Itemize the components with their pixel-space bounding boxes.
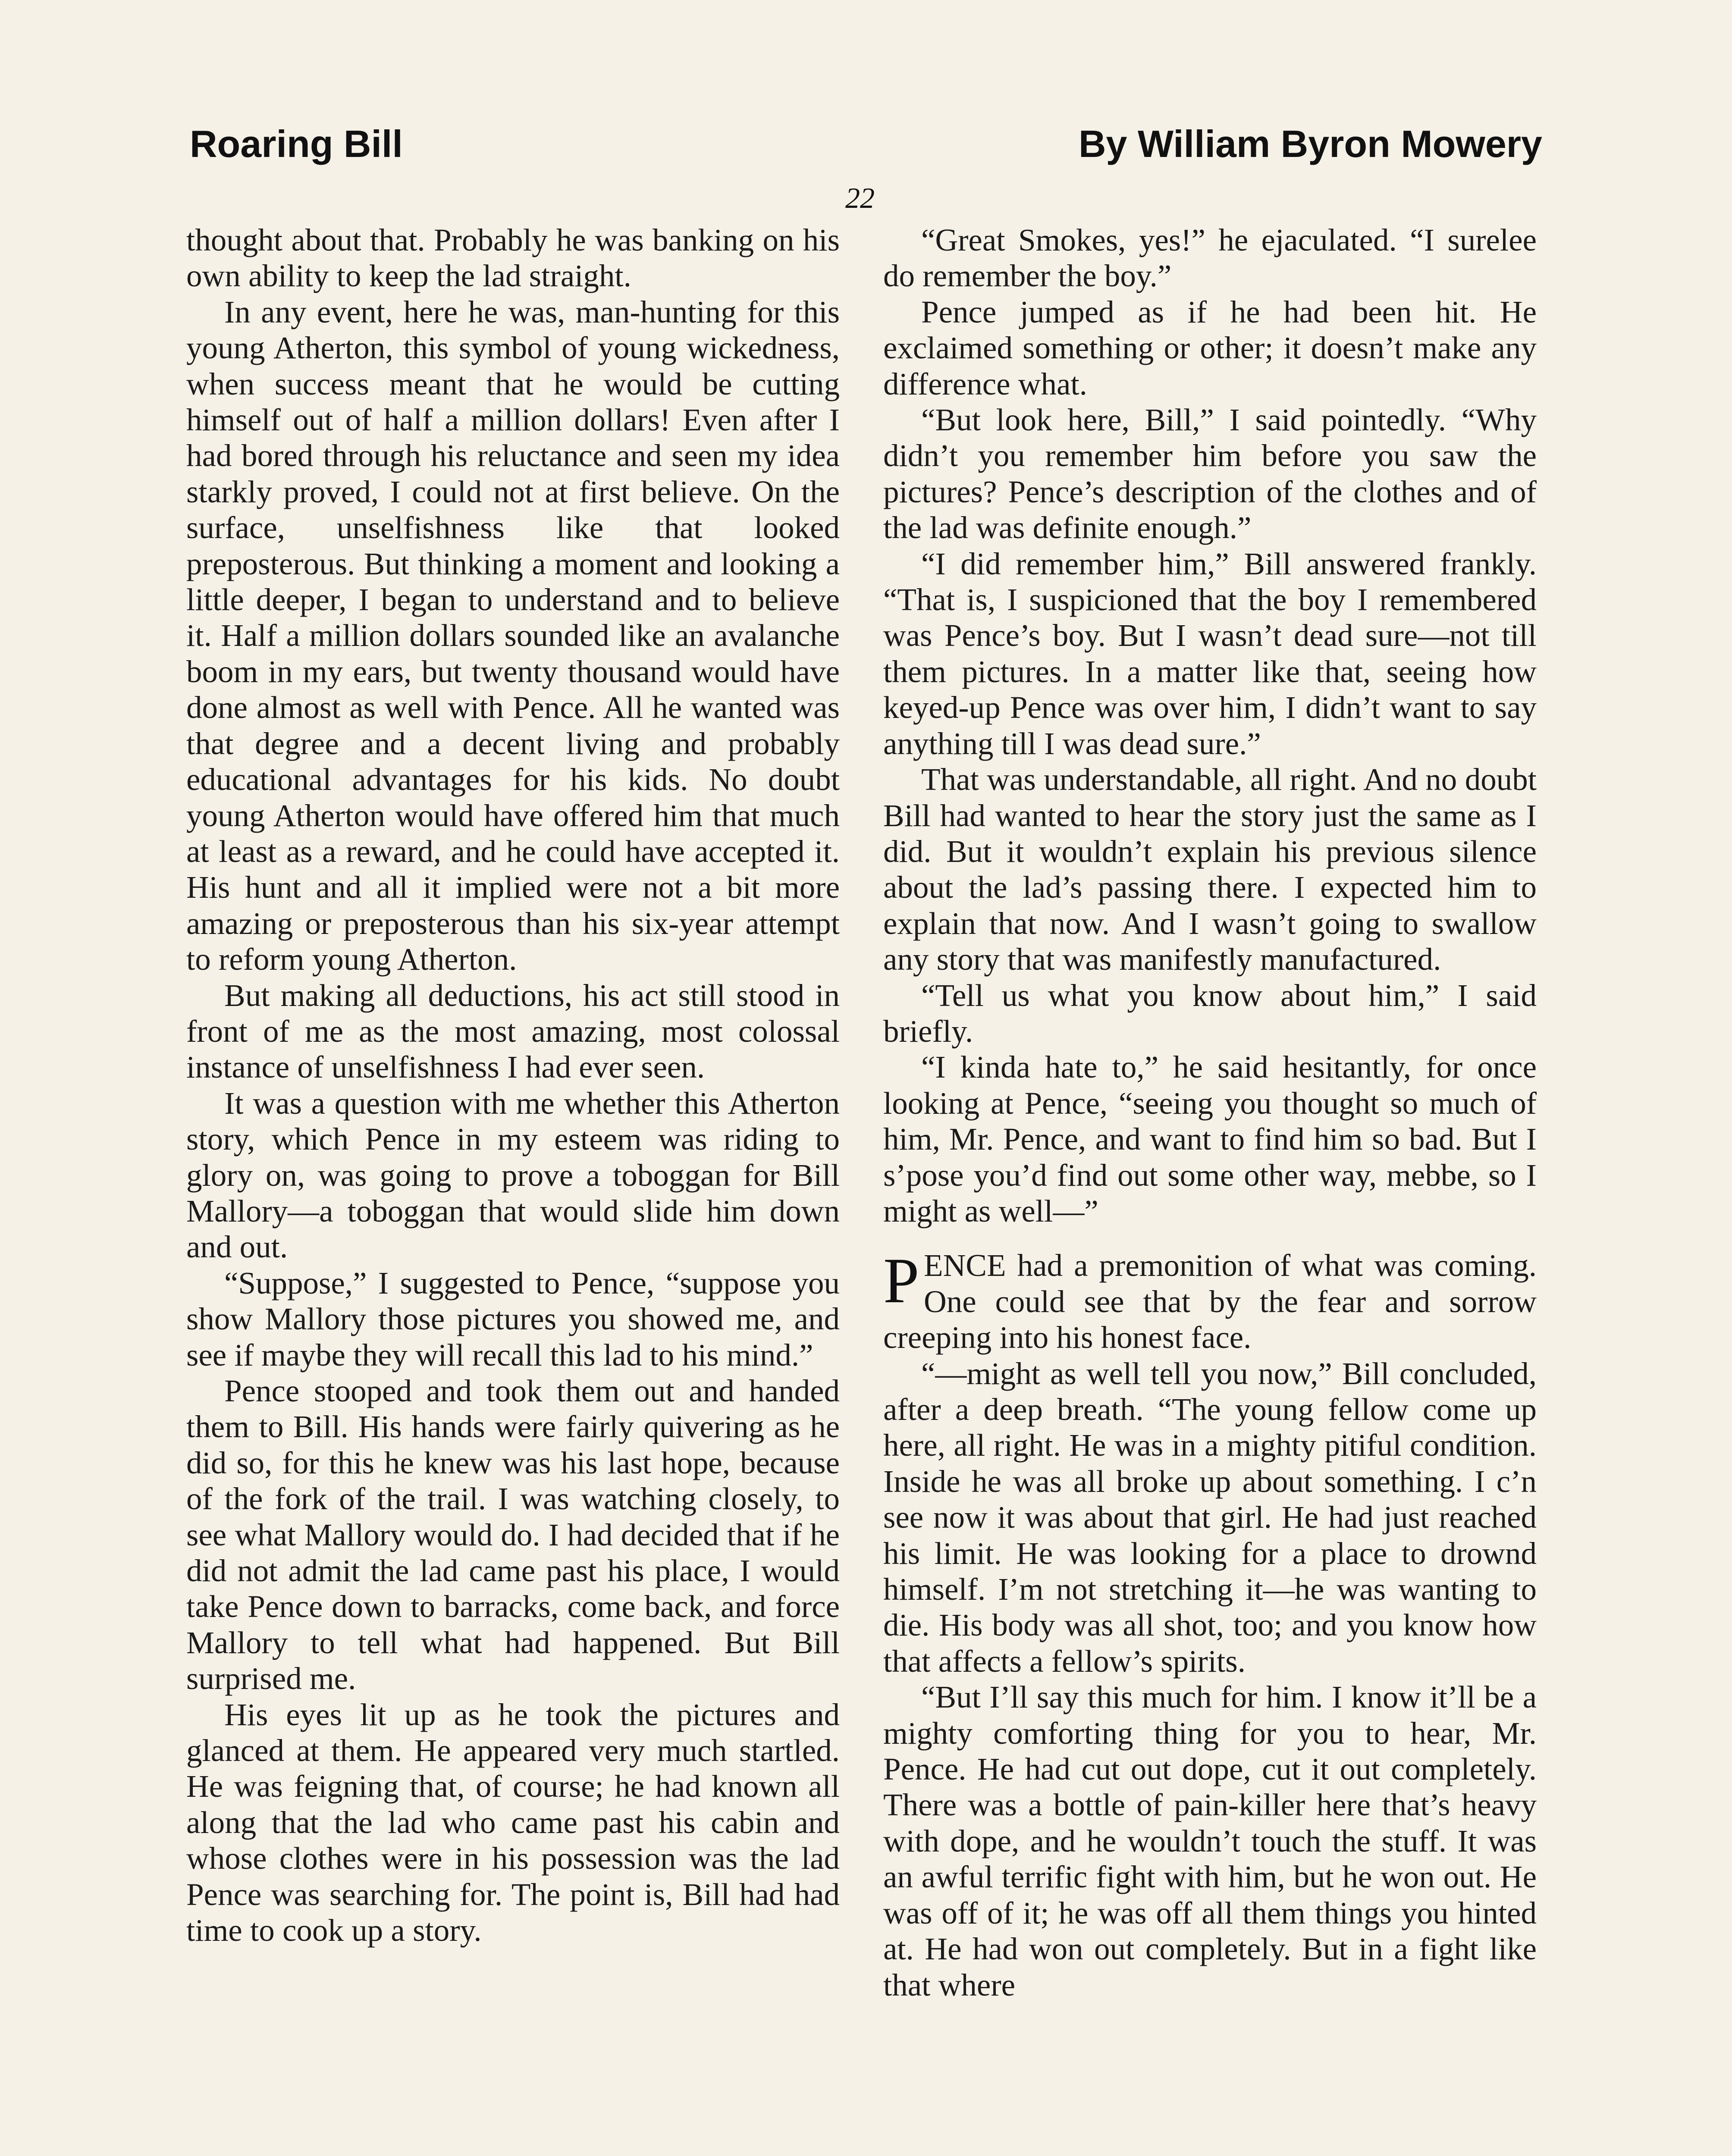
paragraph: Pence stooped and took them out and handed them to Bill. His hands were fairly quivering as he did so, for this he knew was his last hope, because of the fork of the trail. I was watching closely, to see what Mallory would do. I had decided that if he did not admit the lad came past his place, I would take Pence down to barracks, come back, and force Mallory to tell what had happened. But Bill surprised me. (186, 1373, 840, 1696)
paragraph: That was understandable, all right. And no doubt Bill had wanted to hear the story just the same as I did. But it wouldn’t explain his previous silence about the lad’s passing there. I expected him to explain that now. And I wasn’t going to swallow any story that was manifestly manufactured. (883, 762, 1537, 977)
author-byline: By William Byron Mowery (1079, 122, 1542, 165)
paragraph: Pence jumped as if he had been hit. He exclaimed something or other; it doesn’t make any difference what. (883, 294, 1537, 401)
paragraph: “—might as well tell you now,” Bill concluded, after a deep breath. “The young fellow come up here, all right. He was in a mighty pitiful condition. Inside he was all broke up about something. I c’n see now it was about that girl. He had just reached his limit. He was looking for a place to drownd himself. I’m not stretching it—he was wanting to die. His body was all shot, too; and you know how that affects a fellow’s spirits. (883, 1356, 1537, 1679)
paragraph: “I did remember him,” Bill answered frankly. “That is, I suspicioned that the boy I remembered was Pence’s boy. But I wasn’t dead sure—not till them pictures. In a matter like that, seeing how keyed-up Pence was over him, I didn’t want to say anything till I was dead sure.” (883, 546, 1537, 761)
story-title: Roaring Bill (190, 122, 403, 165)
paragraph: “But I’ll say this much for him. I know it’ll be a mighty comforting thing for you to hear, Mr. Pence. He had cut out dope, cut it out completely. There was a bottle of pain-killer here that’s heavy with dope, and he wouldn’t touch the stuff. It was an awful terrific fight with him, but he won out. He was off of it; he was off all them things you hinted at. He had won out completely. But in a fight like that where (883, 1680, 1537, 2002)
drop-cap-letter: P (883, 1245, 919, 1317)
paragraph: “Great Smokes, yes!” he ejaculated. “I surelee do remember the boy.” (883, 222, 1537, 294)
paragraph: “I kinda hate to,” he said hesitantly, for once looking at Pence, “seeing you thought so much of him, Mr. Pence, and want to find him so bad. But I s’pose you’d find out some other way, mebbe, so I might as well—” (883, 1050, 1537, 1228)
paragraph: His eyes lit up as he took the pictures and glanced at them. He appeared very much startled. He was feigning that, of course; he had known all along that the lad who came past his cabin and whose clothes were in his possession was the lad Pence was searching for. The point is, Bill had had time to cook up a story. (186, 1697, 840, 1948)
paragraph: “But look here, Bill,” I said pointedly. “Why didn’t you remember him before you saw the pictures? Pence’s description of the clothes and of the lad was definite enough.” (883, 402, 1537, 545)
drop-cap-paragraph-text: ENCE had a premonition of what was coming. One could see that by the fear and sorrow creeping into his honest face. (883, 1248, 1537, 1355)
right-text-column (883, 222, 1537, 2156)
page-number: 22 (845, 182, 875, 214)
paragraph: “Tell us what you know about him,” I said briefly. (883, 978, 1537, 1049)
paragraph: “Suppose,” I suggested to Pence, “suppose you show Mallory those pictures you showed me, and see if maybe they will recall this lad to his mind.” (186, 1265, 840, 1373)
paragraph: In any event, here he was, man-hunting for this young Atherton, this symbol of young wickedness, when success meant that he would be cutting himself out of half a million dollars! Even after I had bored through his reluctance and seen my idea starkly proved, I could not at first believe. On the surface, unselfishness like that looked preposterous. But thinking a moment and looking a little deeper, I began to understand and to believe it. Half a million dollars sounded like an avalanche boom in my ears, but twenty thousand would have done almost as well with Pence. All he wanted was that degree and a decent living and probably educational advantages for his kids. No doubt young Atherton would have offered him that much at least as a reward, and he could have accepted it. His hunt and all it implied were not a bit more amazing or preposterous than his six-year attempt to reform young Atherton. (186, 294, 840, 977)
paragraph: thought about that. Probably he was banking on his own ability to keep the lad straight. (186, 222, 840, 294)
left-text-column (186, 222, 840, 2156)
paragraph: But making all deductions, his act still stood in front of me as the most amazing, most colossal instance of unselfishness I had ever seen. (186, 978, 840, 1085)
drop-cap-paragraph (883, 1247, 1537, 1355)
paragraph: It was a question with me whether this Atherton story, which Pence in my esteem was riding to glory on, was going to prove a toboggan for Bill Mallory—a toboggan that would slide him down and out. (186, 1085, 840, 1265)
